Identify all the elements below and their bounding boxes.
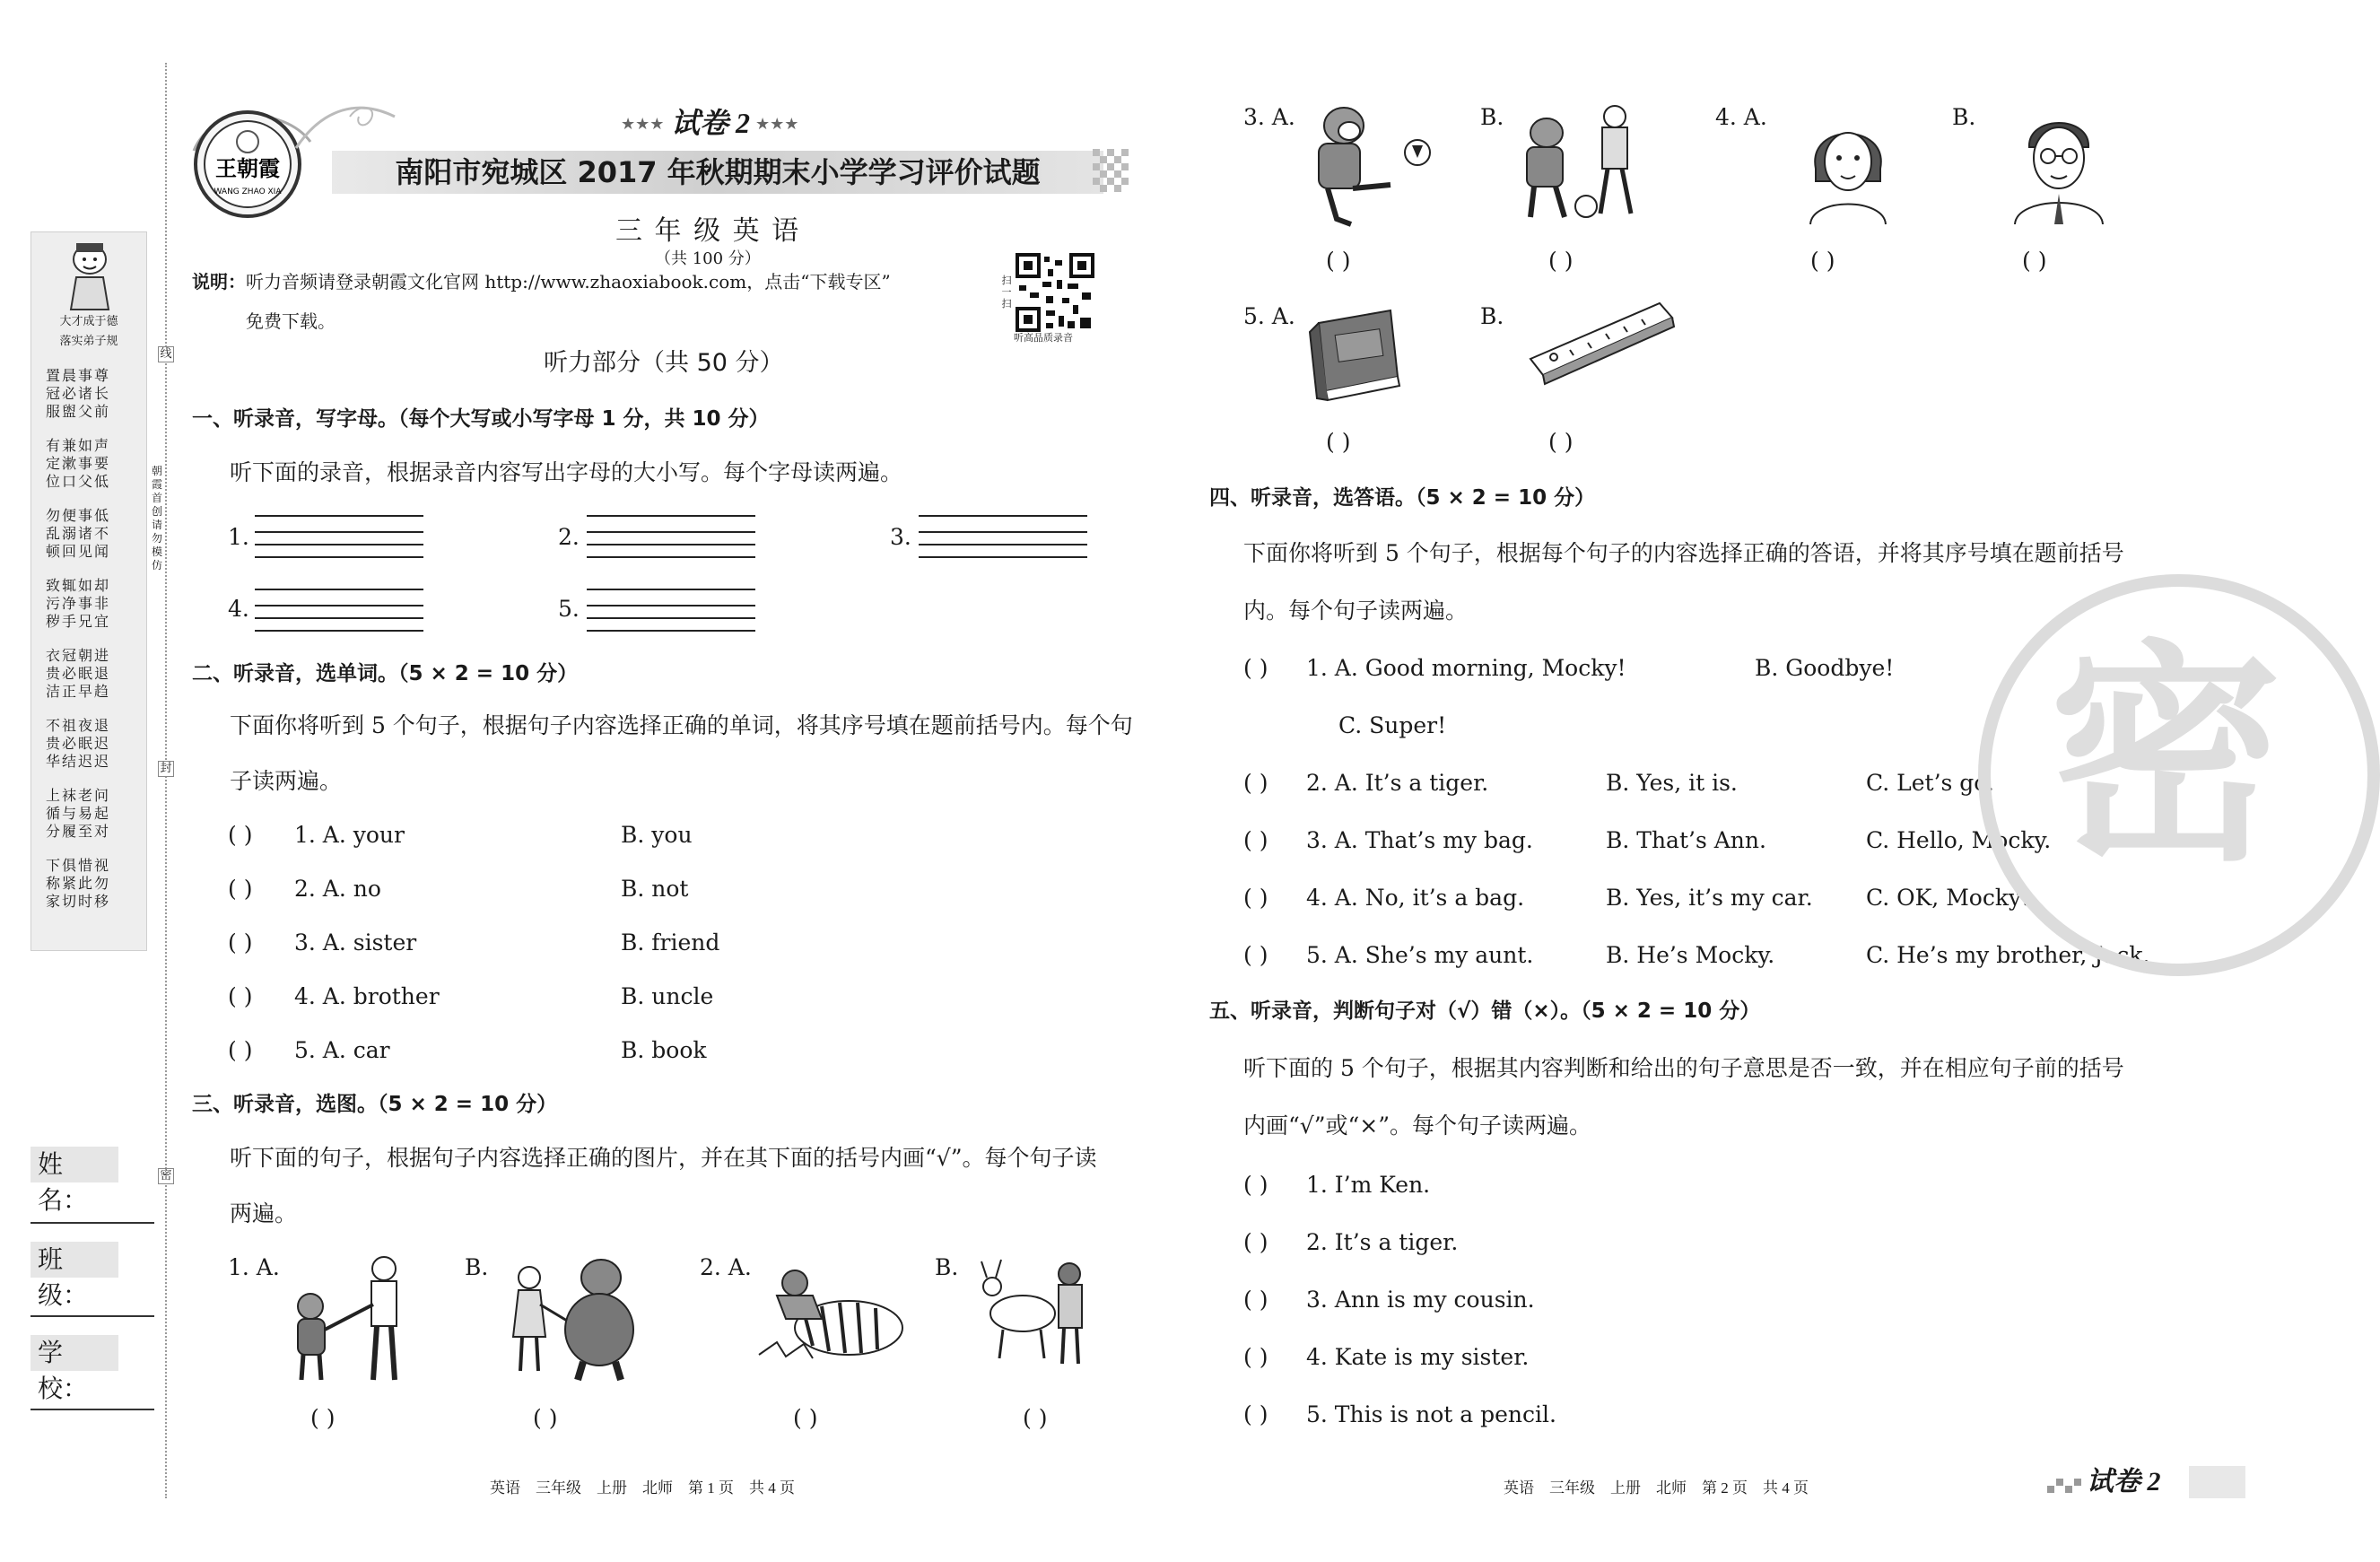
option-b: B. Yes, it is.	[1606, 770, 1738, 796]
di-zi-gui-text	[46, 367, 135, 927]
answer-paren[interactable]: ( )	[1243, 1229, 1268, 1255]
text-group: 下俱惜视 称紧此勿 家切时移	[46, 857, 111, 910]
copyright-note: 朝霞首创 请勿模仿	[151, 465, 162, 572]
writing-line[interactable]	[919, 515, 1087, 517]
option-a: 2. A. It’s a tiger.	[1306, 770, 1489, 796]
section4-instruction: 下面你将听到 5 个句子，根据每个句子的内容选择正确的答语，并将其序号填在题前括号	[1243, 540, 2124, 566]
writing-line[interactable]	[587, 605, 755, 606]
section4-title: 四、听录音，选答语。（5 × 2 = 10 分）	[1209, 486, 1596, 510]
answer-paren[interactable]: ( )	[1326, 248, 1351, 274]
option-a: 5. A. car	[294, 1037, 390, 1063]
text-group: 致辄如却 污净事非 秽手兄宜	[46, 577, 111, 630]
page-footer-left: 英语 三年级 上册 北师 第 1 页 共 4 页	[490, 1479, 795, 1497]
option-a: 4. A. No, it’s a bag.	[1306, 885, 1525, 911]
option-b: B. He’s Mocky.	[1606, 942, 1775, 968]
option-a: 4. A. brother	[294, 983, 440, 1009]
text-group: 置晨事尊 冠必诸长 服盥父前	[46, 367, 111, 420]
qr-caption: 听高品质录音	[1014, 332, 1073, 344]
option-a: 3. A. That’s my bag.	[1306, 827, 1533, 853]
note-text: 听力音频请登录朝霞文化官网 http://www.zhaoxiabook.com，点击“下载专区”	[246, 271, 891, 292]
answer-paren[interactable]: ( )	[1243, 1172, 1268, 1198]
binding-strip	[31, 231, 147, 951]
statement-item: 2. It’s a tiger.	[1306, 1229, 1459, 1255]
footer-exam-badge: 试卷 2	[2087, 1467, 2161, 1497]
section1-title: 一、听录音，写字母。（每个大写或小写字母 1 分，共 10 分）	[192, 407, 770, 431]
answer-paren[interactable]: ( )	[1243, 827, 1268, 853]
name-field[interactable]	[31, 1222, 154, 1224]
answer-paren[interactable]: ( )	[1243, 770, 1268, 796]
page-footer-right: 英语 三年级 上册 北师 第 2 页 共 4 页	[1504, 1479, 1809, 1497]
woman-portrait-picture[interactable]	[1803, 104, 1893, 226]
option-a: 1. A. your	[294, 822, 405, 848]
option-b: B. Goodbye!	[1755, 655, 1895, 681]
school-label: 学 校：	[31, 1335, 118, 1371]
option-b: B. That’s Ann.	[1606, 827, 1766, 853]
picture-label: 4. A.	[1715, 104, 1767, 130]
answer-paren[interactable]: ( )	[1243, 655, 1268, 681]
text-group: 衣冠朝进 贵必眠退 洁正早趋	[46, 647, 111, 700]
answer-paren[interactable]: ( )	[1243, 942, 1268, 968]
section1-instruction: 听下面的录音，根据录音内容写出字母的大小写。每个字母读两遍。	[230, 459, 903, 485]
answer-paren[interactable]: ( )	[1548, 248, 1574, 274]
writing-line[interactable]	[255, 630, 423, 632]
option-b: B. not	[621, 876, 689, 902]
text-group: 不祖夜退 贵必眠迟 华结迟迟	[46, 717, 111, 770]
ruler-picture[interactable]	[1525, 298, 1678, 388]
answer-paren[interactable]: ( )	[228, 822, 253, 848]
logo-subtext: WANG ZHAO XIA	[214, 188, 282, 196]
answer-paren[interactable]: ( )	[1243, 1401, 1268, 1427]
answer-paren[interactable]: ( )	[228, 929, 253, 956]
option-b: B. book	[621, 1037, 707, 1063]
statement-item: 5. This is not a pencil.	[1306, 1401, 1556, 1427]
writing-line[interactable]	[587, 589, 755, 590]
seal-label-line: 线	[158, 346, 174, 362]
exam-title: 南阳市宛城区 2017 年秋期期末小学学习评价试题	[395, 155, 1041, 189]
motto-line-1: 大才成于德	[59, 315, 118, 328]
subject-title: 三 年 级 英 语	[615, 215, 801, 247]
confidential-watermark	[1978, 574, 2380, 976]
logo-text: 王朝霞	[215, 155, 280, 181]
section3-instruction-cont: 两遍。	[230, 1200, 298, 1226]
note-text-cont: 免费下载。	[246, 310, 336, 332]
school-field[interactable]	[31, 1409, 154, 1410]
writing-item-3-number: 3.	[890, 524, 911, 550]
writing-line[interactable]	[255, 531, 423, 533]
seal-label-seal: 封	[158, 761, 174, 777]
badge-stars-left: ★★★	[621, 115, 665, 134]
watermark-char: 密	[2049, 622, 2282, 893]
picture-label: B.	[935, 1254, 959, 1280]
name-label: 姓 名：	[31, 1147, 118, 1182]
writing-line[interactable]	[587, 544, 755, 545]
section5-instruction: 听下面的 5 个句子，根据其内容判断和给出的句子意思是否一致，并在相应句子前的括号	[1243, 1055, 2124, 1081]
text-group: 上袜老问 循与易起 分履至对	[46, 787, 111, 840]
text-group: 有兼如声 定漱事要 位口父低	[46, 437, 111, 490]
statement-item: 3. Ann is my cousin.	[1306, 1287, 1535, 1313]
answer-paren[interactable]: ( )	[1023, 1405, 1048, 1431]
option-c: C. Super!	[1338, 712, 1447, 738]
ribbon-decoration	[296, 99, 404, 153]
statement-item: 4. Kate is my sister.	[1306, 1344, 1530, 1370]
writing-line[interactable]	[255, 515, 423, 517]
picture-label: 3. A.	[1243, 104, 1295, 130]
writing-line[interactable]	[255, 605, 423, 606]
picture-label: 5. A.	[1243, 303, 1295, 329]
deer-and-girl-picture[interactable]	[969, 1254, 1103, 1371]
option-c: C. OK, Mocky!	[1866, 885, 2031, 911]
option-b: B. friend	[621, 929, 720, 956]
option-c: C. He’s my brother, Jack.	[1866, 942, 2150, 968]
option-a: 1. A. Good morning, Mocky!	[1306, 655, 1626, 681]
option-b: B. Yes, it’s my car.	[1606, 885, 1813, 911]
footer-checker-decoration	[2047, 1471, 2083, 1498]
qr-scan-hint: 扫一扫	[1001, 275, 1012, 310]
answer-paren[interactable]: ( )	[1243, 1287, 1268, 1313]
writing-line[interactable]	[255, 556, 423, 558]
binding-dotted-line	[165, 63, 167, 1498]
answer-paren[interactable]: ( )	[228, 983, 253, 1009]
section3-title: 三、听录音，选图。（5 × 2 = 10 分）	[192, 1093, 558, 1116]
option-b: B. uncle	[621, 983, 714, 1009]
writing-line[interactable]	[255, 617, 423, 619]
section3-instruction: 听下面的句子，根据句子内容选择正确的图片，并在其下面的括号内画“√”。每个句子读	[230, 1145, 1097, 1171]
listening-part-title: 听力部分（共 50 分）	[544, 349, 784, 377]
writing-line[interactable]	[587, 531, 755, 533]
writing-line[interactable]	[919, 556, 1087, 558]
note-label: 说明：	[192, 271, 246, 292]
writing-line[interactable]	[255, 589, 423, 590]
total-score: （共 100 分）	[655, 249, 761, 268]
badge-stars-right: ★★★	[755, 115, 799, 134]
handshake-picture[interactable]	[283, 1251, 418, 1385]
monkey-and-boy-ball-picture[interactable]	[1511, 100, 1654, 226]
option-c: C. Let’s go.	[1866, 770, 1994, 796]
answer-paren[interactable]: ( )	[228, 876, 253, 902]
picture-label: 2. A.	[700, 1254, 752, 1280]
writing-item-5-number: 5.	[558, 596, 580, 622]
option-a: 2. A. no	[294, 876, 381, 902]
writing-line[interactable]	[587, 617, 755, 619]
qr-code-icon[interactable]	[1016, 253, 1094, 332]
answer-paren[interactable]: ( )	[1548, 429, 1574, 455]
statement-item: 1. I’m Ken.	[1306, 1172, 1431, 1198]
title-banner	[332, 151, 1103, 194]
writing-item-1-number: 1.	[228, 524, 249, 550]
answer-paren[interactable]: ( )	[310, 1405, 336, 1431]
writing-item-4-number: 4.	[228, 596, 249, 622]
section2-title: 二、听录音，选单词。（5 × 2 = 10 分）	[192, 662, 579, 685]
footer-tab	[2189, 1466, 2245, 1498]
answer-paren[interactable]: ( )	[533, 1405, 558, 1431]
picture-label: 1. A.	[228, 1254, 280, 1280]
answer-paren[interactable]: ( )	[2022, 248, 2047, 274]
answer-paren[interactable]: ( )	[793, 1405, 818, 1431]
writing-line[interactable]	[919, 531, 1087, 533]
picture-label: B.	[465, 1254, 489, 1280]
seal-label-secret: 密	[158, 1168, 174, 1184]
class-label: 班 级：	[31, 1242, 118, 1278]
option-c: C. Hello, Mocky.	[1866, 827, 2052, 853]
option-a: 5. A. She’s my aunt.	[1306, 942, 1534, 968]
option-a: 3. A. sister	[294, 929, 417, 956]
monkey-kicking-ball-picture[interactable]	[1301, 99, 1444, 233]
section4-instruction-cont: 内。每个句子读两遍。	[1243, 598, 1469, 624]
answer-paren[interactable]: ( )	[228, 1037, 253, 1063]
answer-paren[interactable]: ( )	[1326, 429, 1351, 455]
tiger-and-monkey-picture[interactable]	[759, 1256, 911, 1364]
writing-line[interactable]	[587, 556, 755, 558]
picture-label: B.	[1480, 303, 1504, 329]
writing-item-2-number: 2.	[558, 524, 580, 550]
class-field[interactable]	[31, 1315, 154, 1317]
answer-paren[interactable]: ( )	[1243, 885, 1268, 911]
exam-badge: 试卷 2	[671, 107, 751, 139]
writing-line[interactable]	[255, 544, 423, 545]
writing-line[interactable]	[587, 630, 755, 632]
answer-paren[interactable]: ( )	[1810, 248, 1835, 274]
scholar-illustration	[58, 240, 121, 311]
picture-label: B.	[1952, 104, 1976, 130]
girl-and-monster-picture[interactable]	[502, 1251, 646, 1385]
man-portrait-picture[interactable]	[2009, 104, 2108, 226]
section2-instruction: 下面你将听到 5 个句子，根据句子内容选择正确的单词，将其序号填在题前括号内。每个句	[230, 712, 1133, 738]
picture-label: B.	[1480, 104, 1504, 130]
book-picture[interactable]	[1301, 305, 1408, 404]
section2-instruction-cont: 子读两遍。	[230, 768, 343, 794]
section5-instruction-cont: 内画“√”或“×”。每个句子读两遍。	[1243, 1113, 1592, 1139]
text-group: 勿便事低 乱溺诸不 顿回见闻	[46, 507, 111, 560]
writing-line[interactable]	[587, 515, 755, 517]
motto-line-2: 落实弟子规	[59, 335, 118, 348]
writing-line[interactable]	[919, 544, 1087, 545]
option-b: B. you	[621, 822, 693, 848]
banner-checker-decoration	[1093, 149, 1129, 196]
section5-title: 五、听录音，判断句子对（√）错（×）。（5 × 2 = 10 分）	[1209, 999, 1761, 1023]
answer-paren[interactable]: ( )	[1243, 1344, 1268, 1370]
